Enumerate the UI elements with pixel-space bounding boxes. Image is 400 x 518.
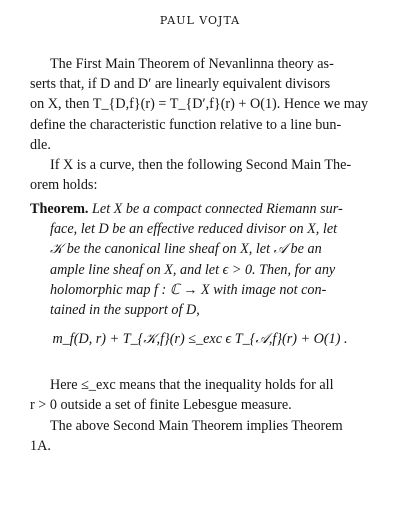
text-line: Here ≤_exc means that the inequality holds for all [50, 377, 334, 393]
theorem-label: Theorem. [30, 201, 89, 217]
text-line: holomorphic map f : ℂ → X with image not con- [50, 281, 327, 298]
running-head: PAUL VOJTA [159, 14, 241, 27]
text-line: The First Main Theorem of Nevanlinna theory as- [50, 56, 334, 72]
theorem-block [30, 199, 368, 320]
paragraph-implication [30, 416, 368, 456]
text-line: If X is a curve, then the following Second Main The- [50, 157, 352, 173]
text-line: 𝒦 be the canonical line sheaf on X, let 𝒜 be an [50, 241, 322, 258]
text-line: r > 0 outside a set of finite Lebesgue measure. [30, 397, 292, 414]
text-line: tained in the support of D, [50, 302, 200, 319]
paragraph-exc-definition [30, 375, 368, 415]
paragraph-curve-case [30, 155, 368, 195]
text-line: on X, then T_{D,f}(r) = T_{D′,f}(r) + O(1). Hence we may [30, 96, 369, 113]
text-line: serts that, if D and D′ are linearly equivalent divisors [30, 76, 331, 93]
text-line: face, let D be an effective reduced divisor on X, let [50, 221, 338, 238]
text-line: orem holds: [30, 177, 98, 194]
text-line: ample line sheaf on X, and let ϵ > 0. Then, for any [50, 261, 336, 278]
display-equation: m_f(D, r) + T_{𝒦,f}(r) ≤_exc ϵ T_{𝒜,f}(r) + O(1) . [52, 331, 348, 347]
text-line: Let X be a compact connected Riemann sur- [92, 201, 343, 217]
text-line: dle. [30, 136, 51, 153]
paragraph-first-main-theorem [30, 54, 368, 155]
text-line: The above Second Main Theorem implies Theorem [50, 418, 343, 434]
text-line: define the characteristic function relative to a line bun- [30, 116, 342, 133]
text-line: 1A. [30, 438, 51, 455]
